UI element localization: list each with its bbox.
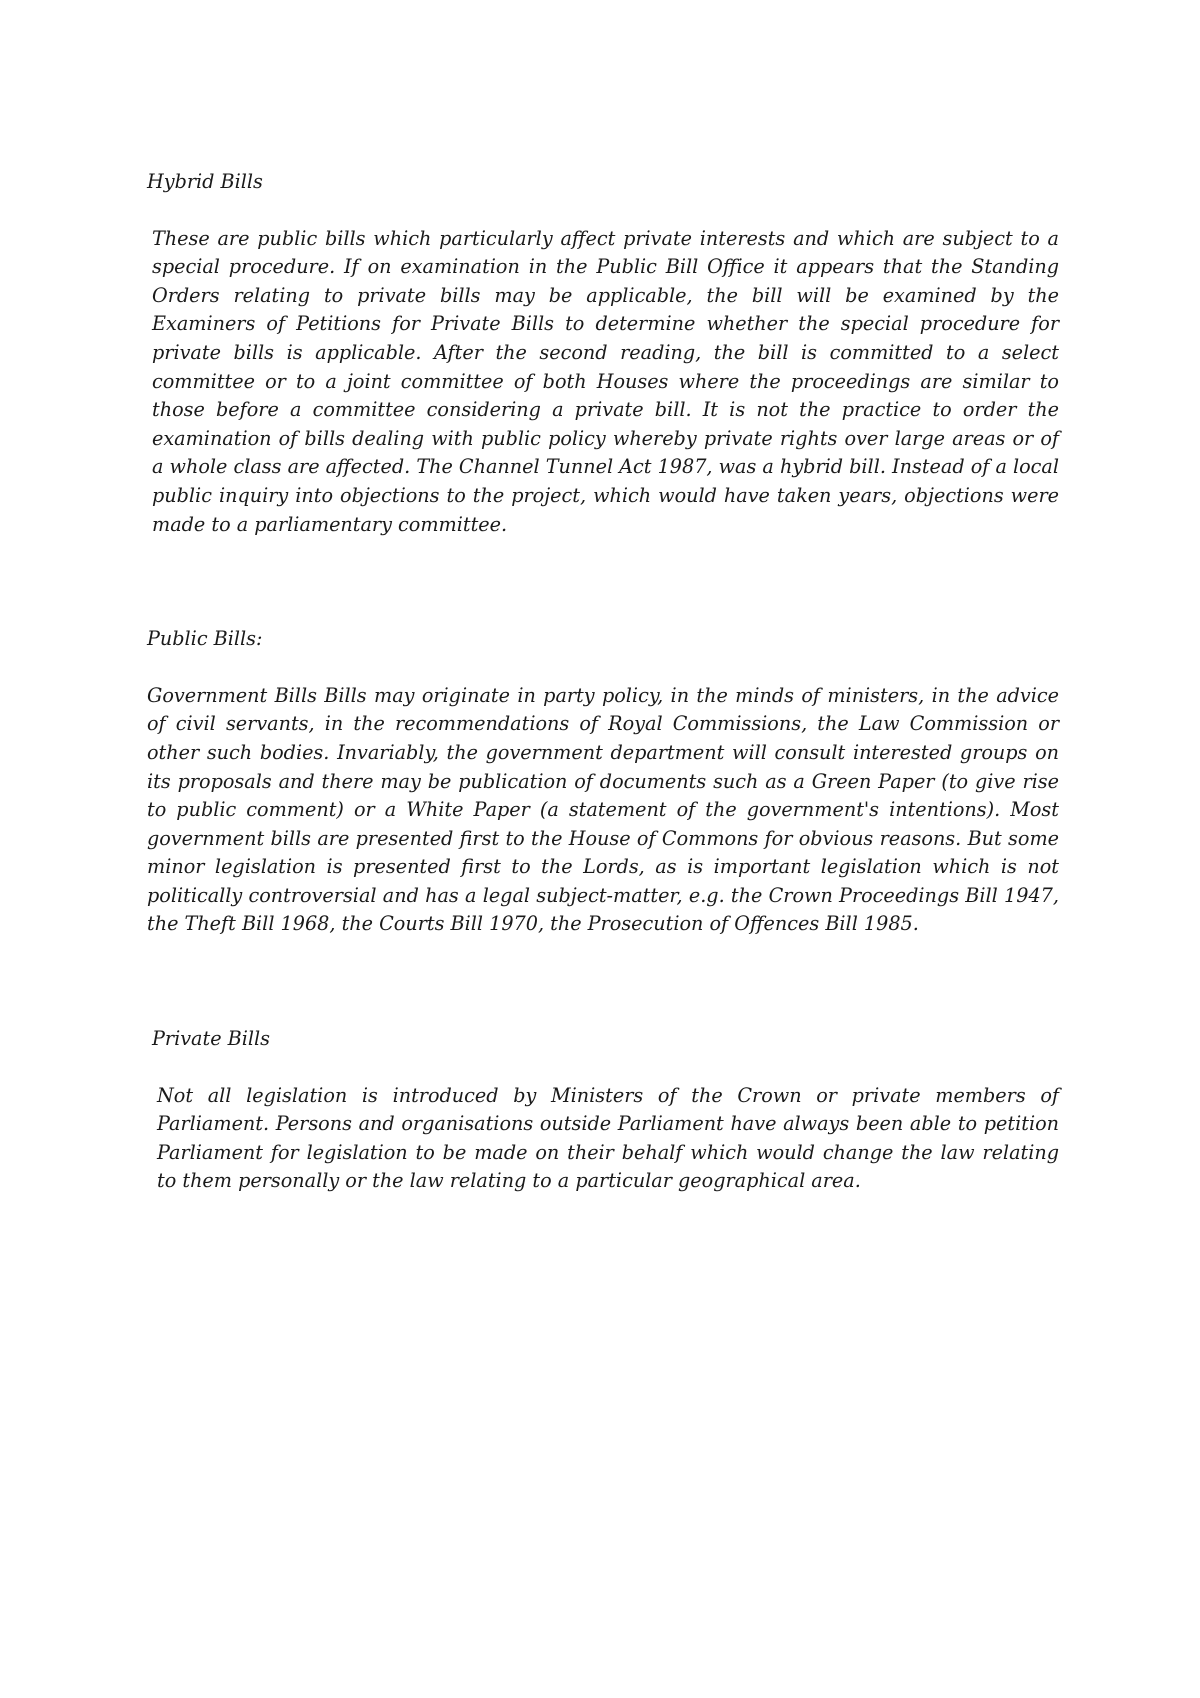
section-heading-public-bills: Public Bills: — [147, 627, 263, 651]
spacer — [147, 539, 1059, 625]
section-heading-hybrid-bills: Hybrid Bills — [147, 170, 263, 193]
section-body-public-bills: Government Bills Bills may originate in party policy, in the minds of ministers, in the advice of civil servants, in the recommendations of Royal Commissions, the Law Commission or other such bodies. Invariably, the government department will consult interested groups on its proposals and there may be publication of documents such as a Green Paper (to give rise to public comment) or a White Paper (a statement of the government's intentions). Most government bills are presented first to the House of Commons for obvious reasons. But some minor legislation is presented first to the Lords, as is important legislation which is not politically controversial and has a legal subject-matter, e.g. the Crown Proceedings Bill 1947, the Theft Bill 1968, the Courts Bill 1970, the Prosecution of Offences Bill 1985. — [147, 683, 1059, 936]
spacer — [147, 939, 1059, 1025]
section-heading-private-bills: Private Bills — [152, 1027, 271, 1051]
section-body-private-bills: Not all legislation is introduced by Ministers of the Crown or private members of Parliament. Persons and organisations outside Parliament have always been able to petition Parliament for legislation to be made on their behalf which would change the law relating to them personally or the law relating to a particular geographical area. — [157, 1083, 1059, 1193]
spacer — [147, 1054, 1059, 1082]
document-body — [147, 168, 1059, 1196]
spacer — [147, 654, 1059, 682]
spacer — [147, 197, 1059, 225]
section-body-hybrid-bills: These are public bills which particularly affect private interests and which are subject to a special procedure. If on examination in the Public Bill Office it appears that the Standing Orders relating to private bills may be applicable, the bill will be examined by the Examiners of Petitions for Private Bills to determine whether the special procedure for private bills is applicable. After the second reading, the bill is committed to a select committee or to a joint committee of both Houses where the proceedings are similar to those before a committee considering a private bill. It is not the practice to order the examination of bills dealing with public policy whereby private rights over large areas or of a whole class are affected. The Channel Tunnel Act 1987, was a hybrid bill. Instead of a local public inquiry into objections to the project, which would have taken years, objections were made to a parliamentary committee. — [152, 226, 1060, 536]
